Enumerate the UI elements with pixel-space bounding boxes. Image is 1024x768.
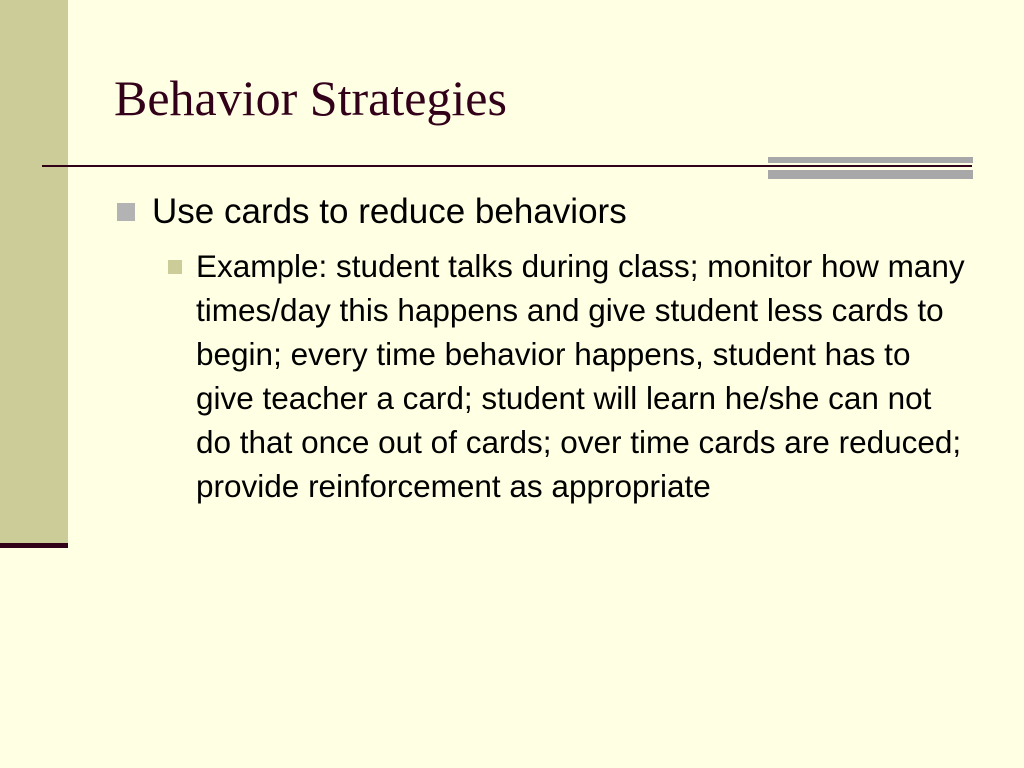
square-bullet-icon (117, 203, 135, 221)
left-band-underline (0, 543, 68, 548)
slide-title: Behavior Strategies (114, 70, 507, 126)
left-decorative-band (0, 0, 68, 545)
title-divider-line (42, 165, 972, 167)
divider-accent-bar-bottom (768, 170, 973, 179)
bullet-text: Use cards to reduce behaviors (152, 192, 627, 231)
square-sub-bullet-icon (168, 260, 182, 274)
sub-bullet-text: Example: student talks during class; monitor how many times/day this happens and give student less cards to begin; every time behavior happens, student has to give teacher a card; student will learn he/she can not do that once out of cards; over time cards are reduced; provide reinforcement as appropriate (196, 248, 965, 504)
divider-accent-bar-top (768, 157, 973, 163)
